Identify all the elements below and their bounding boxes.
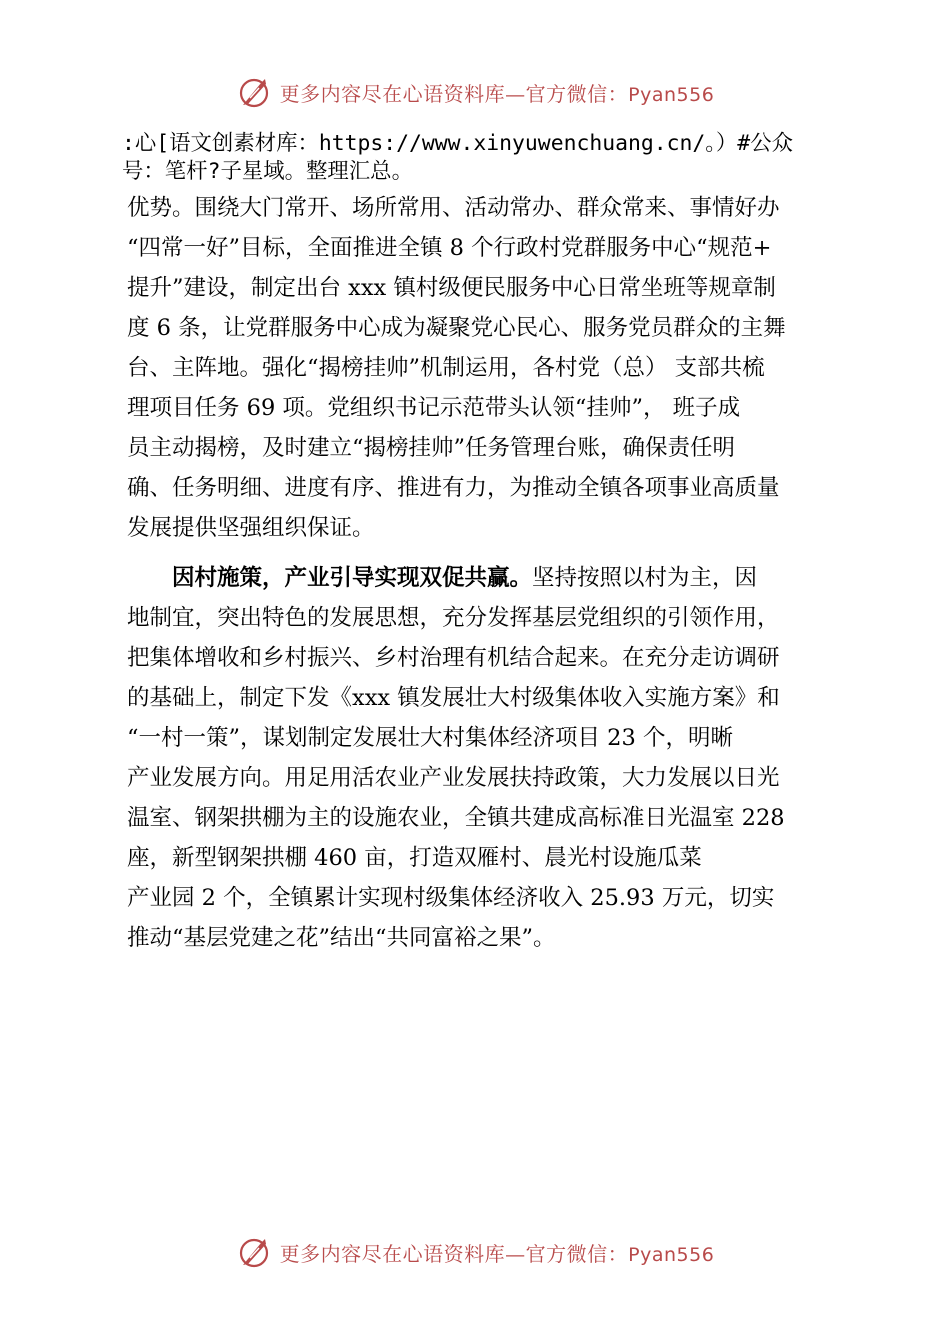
- paragraph1-line: 台、主阵地。强化“揭榜挂帅”机制运用，各村党（总） 支部共梳: [127, 355, 765, 381]
- paragraph2-line: 把集体增收和乡村振兴、乡村治理有机结合起来。在充分走访调研: [127, 645, 780, 671]
- quill-pen-circle-icon: [236, 74, 272, 110]
- watermark-wechat-id: Pyan556: [628, 83, 715, 106]
- paragraph2-first-line: [172, 563, 843, 593]
- watermark-wechat-id: Pyan556: [628, 1243, 715, 1266]
- paragraph2-line: 产业发展方向。用足用活农业产业发展扶持政策，大力发展以日光: [127, 765, 780, 791]
- paragraph2-line: “一村一策”，谋划制定发展壮大村集体经济项目 23 个，明晰: [127, 725, 733, 751]
- quill-pen-circle-icon: [236, 1234, 272, 1270]
- paragraph2-line: 地制宜，突出特色的发展思想，充分发挥基层党组织的引领作用，: [127, 605, 780, 631]
- paragraph1-line: 理项目任务 69 项。党组织书记示范带头认领“挂帅”， 班子成: [127, 395, 741, 421]
- source-note-line-1: :心[语文创素材库：https://www.xinyuwenchuang.cn/。）#公众: [122, 131, 793, 156]
- paragraph2-line: 温室、钢架拱棚为主的设施农业，全镇共建成高标准日光温室 228: [127, 805, 785, 831]
- paragraph2-line: 座，新型钢架拱棚 460 亩，打造双雁村、晨光村设施瓜菜: [127, 845, 702, 871]
- watermark-text: 更多内容尽在心语资料库—官方微信：Pyan556: [279, 1241, 715, 1266]
- paragraph1-line: 确、任务明细、进度有序、推进有力，为推动全镇各项事业高质量: [127, 475, 780, 501]
- paragraph1-line: 员主动揭榜，及时建立“揭榜挂帅”任务管理台账，确保责任明: [127, 435, 736, 461]
- paragraph2-first-line-text: 坚持按照以村为主，因: [532, 565, 758, 591]
- paragraph1-line: 优势。围绕大门常开、场所常用、活动常办、群众常来、事情好办: [127, 195, 780, 221]
- paragraph2-line: 产业园 2 个，全镇累计实现村级集体经济收入 25.93 万元，切实: [127, 885, 775, 911]
- paragraph1-line: 发展提供坚强组织保证。: [127, 515, 375, 541]
- paragraph1-line: 度 6 条，让党群服务中心成为凝聚党心民心、服务党员群众的主舞: [127, 315, 786, 341]
- paragraph2-line: 推动“基层党建之花”结出“共同富裕之果”。: [127, 925, 556, 951]
- paragraph1-line: “四常一好”目标，全面推进全镇 8 个行政村党群服务中心“规范+: [127, 235, 772, 261]
- paragraph2-heading: 因村施策，产业引导实现双促共赢。: [172, 565, 533, 591]
- top-watermark-banner: [0, 72, 950, 112]
- source-note-line-2: 号：笔杆?子星域。整理汇总。: [122, 159, 413, 184]
- bottom-watermark-banner: [0, 1232, 950, 1272]
- watermark-text: 更多内容尽在心语资料库—官方微信：Pyan556: [279, 81, 715, 106]
- paragraph2-line: 的基础上，制定下发《xxx 镇发展壮大村级集体收入实施方案》和: [127, 685, 780, 711]
- paragraph1-line: 提升”建设，制定出台 xxx 镇村级便民服务中心日常坐班等规章制: [127, 275, 776, 301]
